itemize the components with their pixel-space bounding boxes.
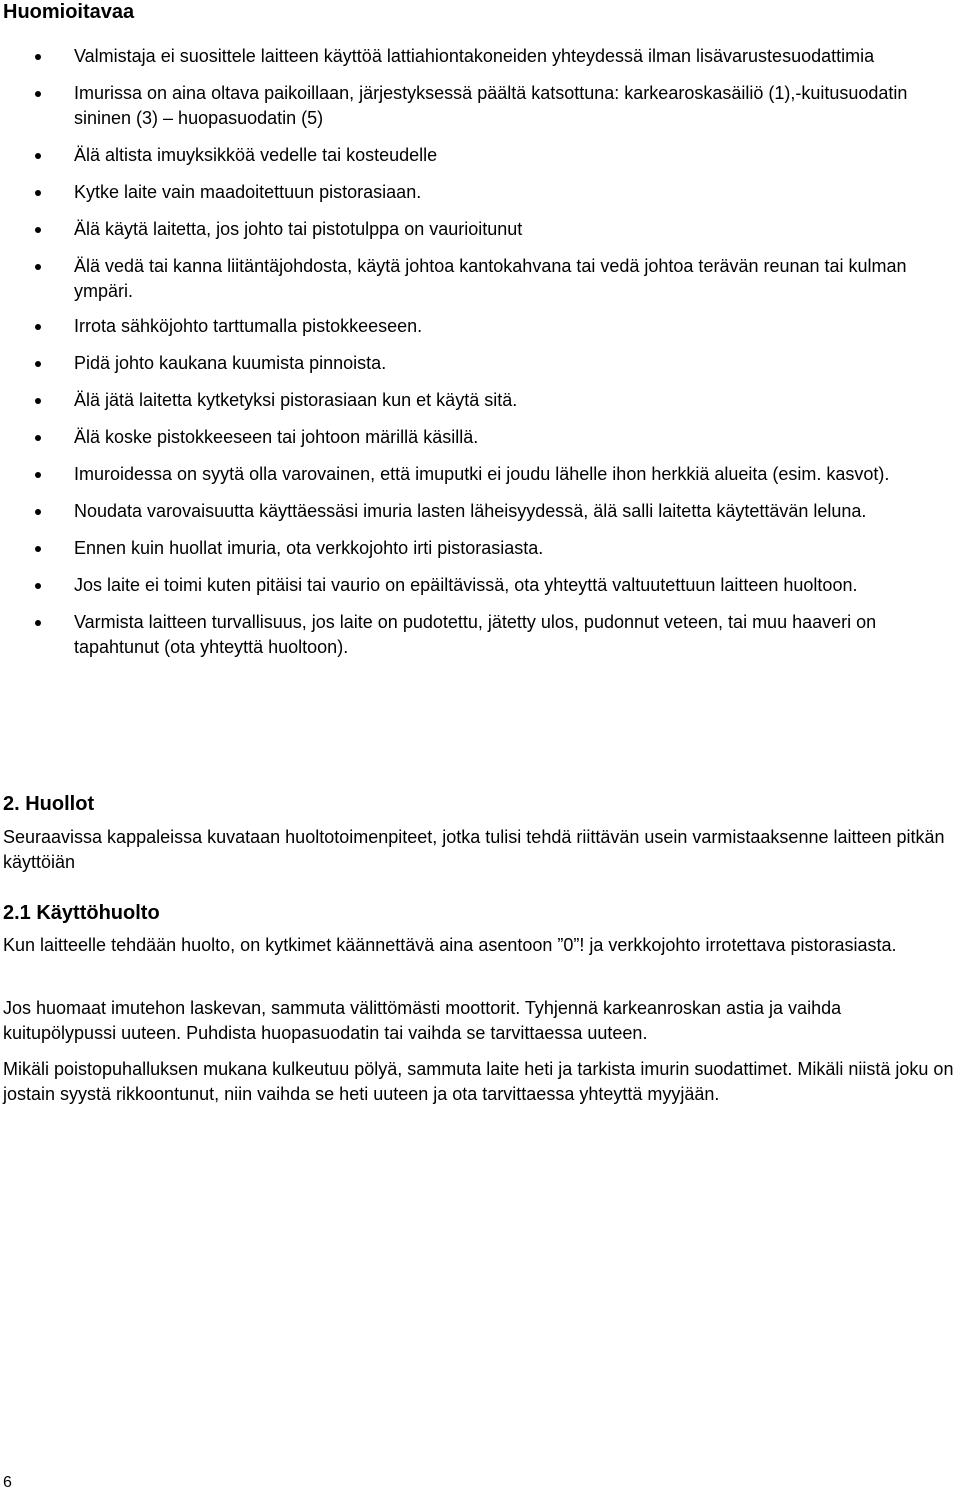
notes-heading: Huomioitavaa bbox=[3, 1, 135, 23]
list-item-text: Jos laite ei toimi kuten pitäisi tai vaurio on epäiltävissä, ota yhteyttä valtuutettuun laitteen huoltoon. bbox=[74, 575, 858, 595]
list-item-text: Älä jätä laitetta kytketyksi pistorasiaan kun et käytä sitä. bbox=[74, 390, 518, 410]
bullet-icon bbox=[35, 620, 41, 626]
bullet-icon bbox=[35, 583, 41, 589]
bullet-icon bbox=[35, 546, 41, 552]
list-item-text: Valmistaja ei suosittele laitteen käyttöä lattiahiontakoneiden yhteydessä ilman lisävarustesuodattimia bbox=[74, 46, 875, 66]
bullet-icon bbox=[35, 264, 41, 270]
list-item-text: Älä koske pistokkeeseen tai johtoon märillä käsillä. bbox=[74, 427, 479, 447]
notes-list bbox=[0, 44, 960, 660]
list-item-text: Imuroidessa on syytä olla varovainen, että imuputki ei joudu lähelle ihon herkkiä alueita (esim. kasvot). bbox=[74, 464, 890, 484]
bullet-icon bbox=[35, 227, 41, 233]
list-item bbox=[0, 217, 960, 242]
bullet-icon bbox=[35, 435, 41, 441]
list-item bbox=[0, 254, 960, 304]
bullet-icon bbox=[35, 54, 41, 60]
list-item-text: Älä käytä laitetta, jos johto tai pistotulppa on vaurioitunut bbox=[74, 219, 523, 239]
routine-paragraph: Jos huomaat imutehon laskevan, sammuta välittömästi moottorit. Tyhjennä karkeanroskan astia ja vaihda kuitupölypussi uuteen. Puhdista huopasuodatin tai vaihda se tarvittaessa uuteen. bbox=[3, 998, 842, 1043]
list-item bbox=[0, 536, 960, 561]
routine-paragraph: Kun laitteelle tehdään huolto, on kytkimet käännettävä aina asentoon ”0”! ja verkkojohto irrotettava pistorasiasta. bbox=[3, 935, 897, 955]
bullet-icon bbox=[35, 472, 41, 478]
bullet-icon bbox=[35, 509, 41, 515]
list-item bbox=[0, 425, 960, 450]
list-item bbox=[0, 610, 960, 660]
page-number: 6 bbox=[3, 1474, 12, 1491]
bullet-icon bbox=[35, 324, 41, 330]
bullet-icon bbox=[35, 91, 41, 97]
bullet-icon bbox=[35, 153, 41, 159]
list-item bbox=[0, 499, 960, 524]
service-heading: 2. Huollot bbox=[3, 793, 95, 815]
list-item bbox=[0, 314, 960, 339]
bullet-icon bbox=[35, 361, 41, 367]
list-item bbox=[0, 44, 960, 69]
list-item bbox=[0, 180, 960, 205]
list-item-text: Noudata varovaisuutta käyttäessäsi imuria lasten läheisyydessä, älä salli laitetta käytettävän leluna. bbox=[74, 501, 867, 521]
routine-paragraph: Mikäli poistopuhalluksen mukana kulkeutuu pölyä, sammuta laite heti ja tarkista imurin suodattimet. Mikäli niistä joku on jostain syystä rikkoontunut, niin vaihda se heti uuteen ja ota tarvittaessa yhteyttä myyjään. bbox=[3, 1059, 954, 1104]
list-item bbox=[0, 573, 960, 598]
list-item bbox=[0, 351, 960, 376]
list-item-text: Varmista laitteen turvallisuus, jos laite on pudotettu, jätetty ulos, pudonnut veteen, tai muu haaveri on tapahtunut (ota yhteyttä huoltoon). bbox=[74, 612, 877, 657]
bullet-icon bbox=[35, 398, 41, 404]
list-item-text: Älä altista imuyksikköä vedelle tai kosteudelle bbox=[74, 145, 438, 165]
list-item bbox=[0, 81, 960, 131]
list-item-text: Kytke laite vain maadoitettuun pistorasiaan. bbox=[74, 182, 422, 202]
list-item bbox=[0, 143, 960, 168]
routine-heading: 2.1 Käyttöhuolto bbox=[3, 902, 160, 924]
list-item bbox=[0, 462, 960, 487]
bullet-icon bbox=[35, 190, 41, 196]
service-intro: Seuraavissa kappaleissa kuvataan huoltotoimenpiteet, jotka tulisi tehdä riittävän usein varmistaaksenne laitteen pitkän käyttöiän bbox=[3, 827, 945, 872]
list-item-text: Ennen kuin huollat imuria, ota verkkojohto irti pistorasiasta. bbox=[74, 538, 544, 558]
list-item-text: Älä vedä tai kanna liitäntäjohdosta, käytä johtoa kantokahvana tai vedä johtoa terävän reunan tai kulman ympäri. bbox=[74, 256, 907, 301]
list-item-text: Irrota sähköjohto tarttumalla pistokkeeseen. bbox=[74, 316, 423, 336]
list-item bbox=[0, 388, 960, 413]
list-item-text: Pidä johto kaukana kuumista pinnoista. bbox=[74, 353, 387, 373]
list-item-text: Imurissa on aina oltava paikoillaan, järjestyksessä päältä katsottuna: karkearoskasäiliö (1),-kuitusuodatin sininen (3) – huopasuodatin (5) bbox=[74, 83, 908, 128]
